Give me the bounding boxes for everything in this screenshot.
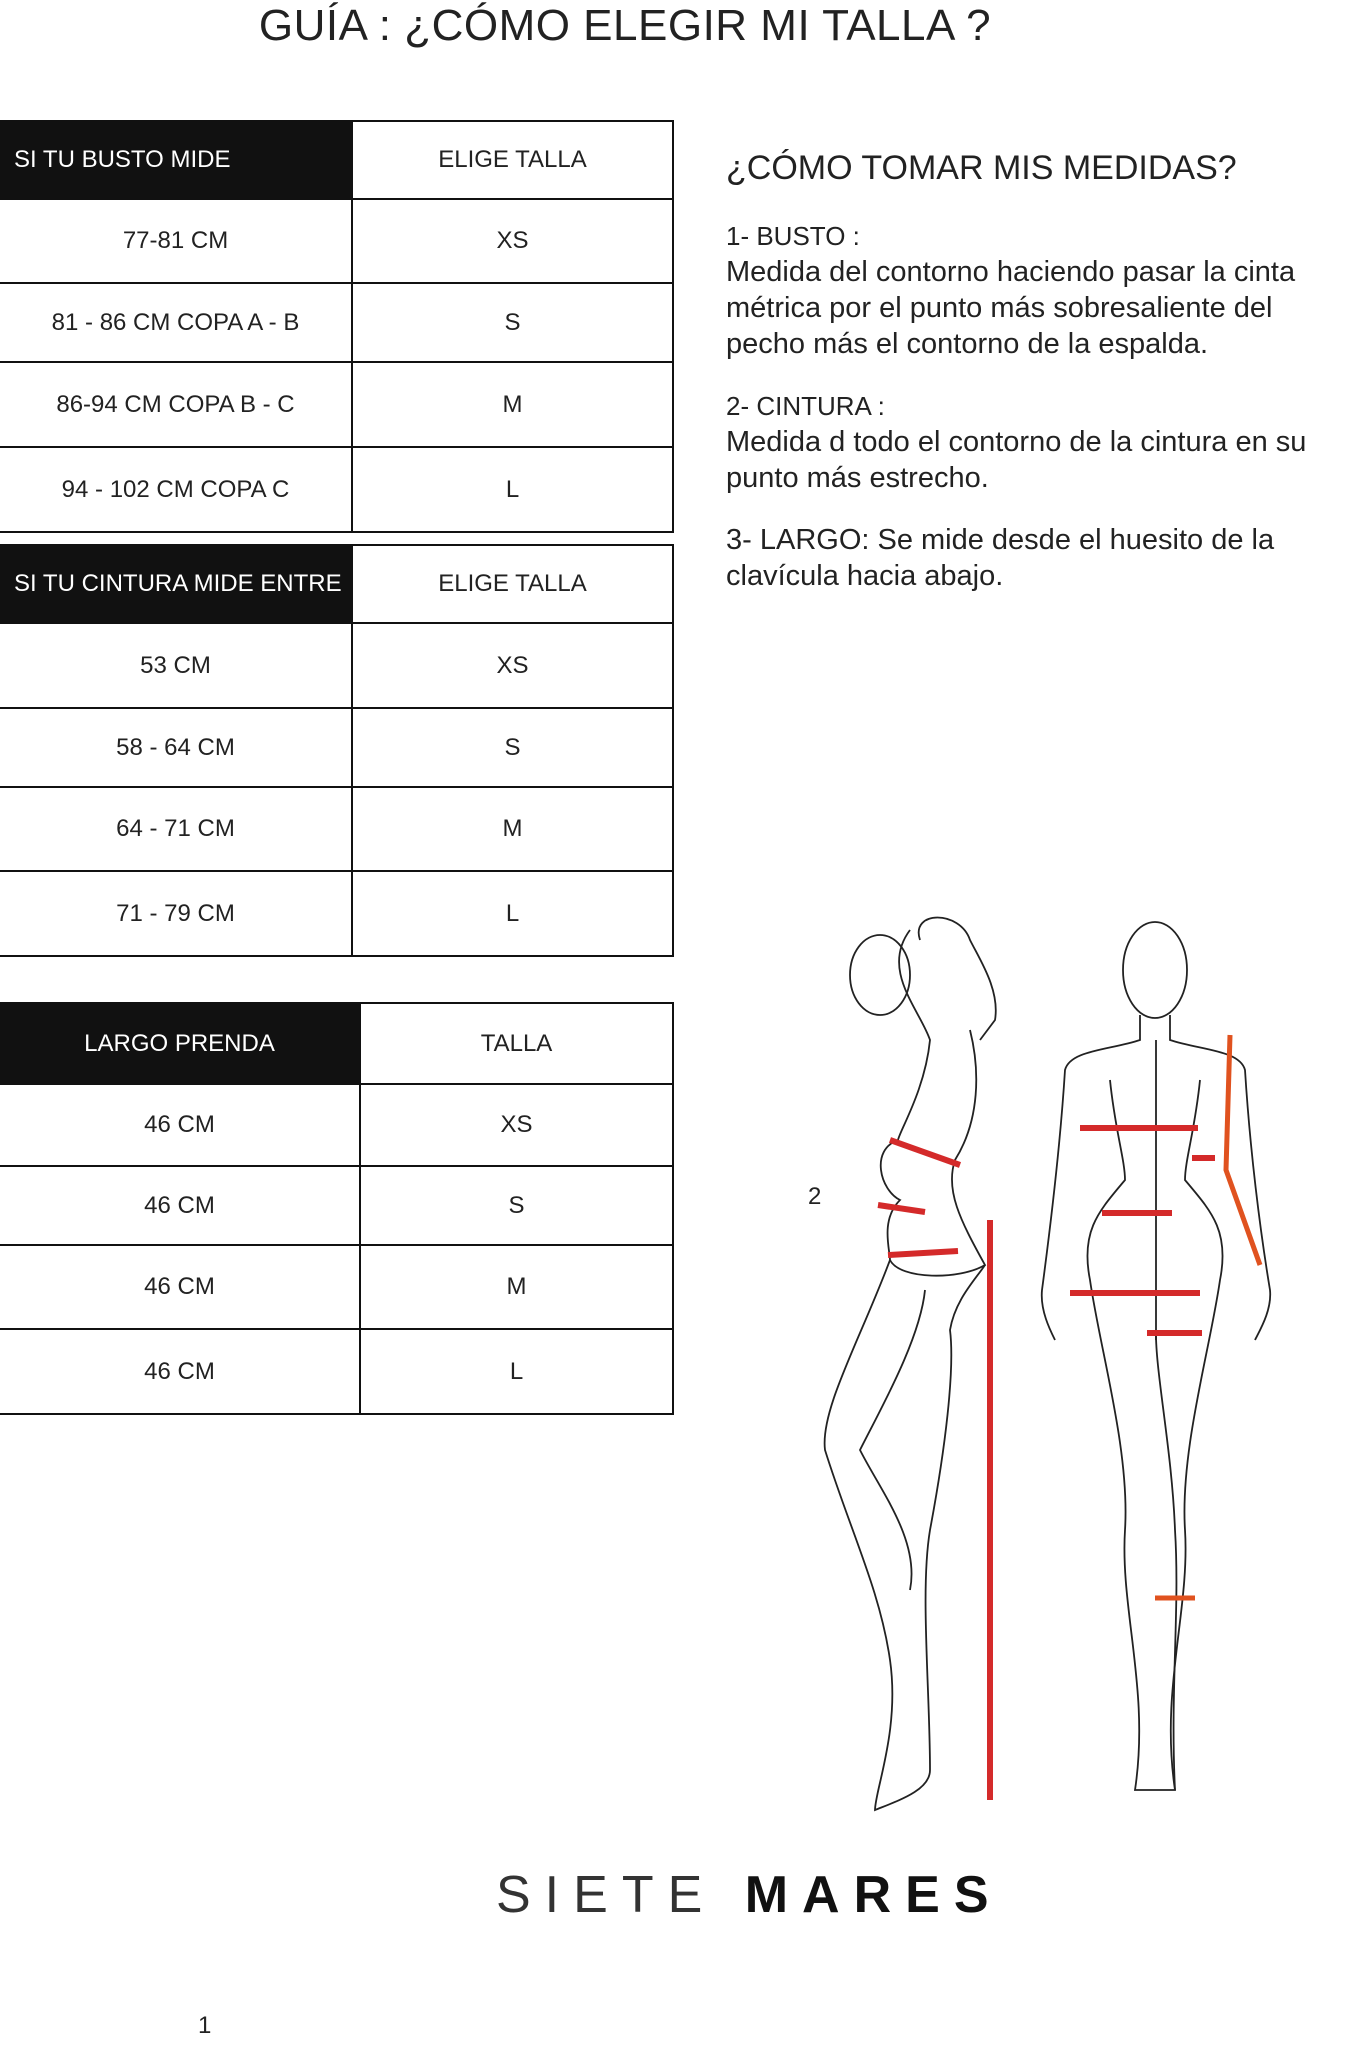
figure-label: 2 xyxy=(808,1183,822,1210)
arm-length-line xyxy=(1226,1035,1260,1265)
table-row xyxy=(0,787,673,871)
size: M xyxy=(352,362,673,447)
waist-size-table xyxy=(0,544,674,957)
table-row xyxy=(0,871,673,956)
logo-light: SIETE xyxy=(496,1866,717,1924)
side-hip-line xyxy=(888,1251,958,1255)
waist-header: SI TU CINTURA MIDE ENTRE xyxy=(0,545,352,623)
bust-range: 86-94 CM COPA B - C xyxy=(0,362,352,447)
table-row xyxy=(0,1084,673,1166)
bust-size-table xyxy=(0,120,674,533)
size: L xyxy=(352,871,673,956)
side-figure-outline xyxy=(825,918,996,1811)
side-waist-line xyxy=(878,1205,925,1212)
length-table xyxy=(0,1002,674,1415)
length-value: 46 CM xyxy=(0,1084,360,1166)
length-value: 46 CM xyxy=(0,1245,360,1329)
table-row xyxy=(0,283,673,362)
length-value: 46 CM xyxy=(0,1329,360,1414)
bust-range: 81 - 86 CM COPA A - B xyxy=(0,283,352,362)
side-bust-line xyxy=(890,1140,960,1165)
table-row xyxy=(0,1245,673,1329)
table-row xyxy=(0,1166,673,1245)
size: S xyxy=(352,708,673,787)
waist-text: Medida d todo el contorno de la cintura en su punto más estrecho. xyxy=(726,426,1307,494)
size: M xyxy=(360,1245,673,1329)
bust-text: Medida del contorno haciendo pasar la cinta métrica por el punto más sobresaliente del pecho más el contorno de la espalda. xyxy=(726,256,1296,360)
front-figure-outline xyxy=(1042,922,1270,1790)
size: S xyxy=(352,283,673,362)
bust-header: SI TU BUSTO MIDE xyxy=(0,121,352,199)
size-header: TALLA xyxy=(360,1003,673,1084)
size: L xyxy=(360,1329,673,1414)
bust-range: 94 - 102 CM COPA C xyxy=(0,447,352,532)
waist-label: 2- CINTURA : xyxy=(726,391,885,421)
size: L xyxy=(352,447,673,532)
length-text: 3- LARGO: Se mide desde el huesito de la clavícula hacia abajo. xyxy=(726,524,1275,592)
table-row xyxy=(0,199,673,283)
size: XS xyxy=(360,1084,673,1166)
size: M xyxy=(352,787,673,871)
table-row xyxy=(0,708,673,787)
waist-range: 58 - 64 CM xyxy=(0,708,352,787)
bust-range: 77-81 CM xyxy=(0,199,352,283)
table-row xyxy=(0,447,673,532)
table-row xyxy=(0,362,673,447)
body-measurement-illustration xyxy=(780,890,1280,1850)
logo-bold: MARES xyxy=(744,1866,1003,1924)
instructions-heading: ¿CÓMO TOMAR MIS MEDIDAS? xyxy=(726,149,1237,187)
size: XS xyxy=(352,199,673,283)
waist-range: 53 CM xyxy=(0,623,352,708)
page-number: 1 xyxy=(198,2012,212,2039)
table-row xyxy=(0,623,673,708)
waist-range: 64 - 71 CM xyxy=(0,787,352,871)
length-value: 46 CM xyxy=(0,1166,360,1245)
size-header: ELIGE TALLA xyxy=(352,545,673,623)
bust-label: 1- BUSTO : xyxy=(726,221,860,251)
length-header: LARGO PRENDA xyxy=(0,1003,360,1084)
table-row xyxy=(0,1329,673,1414)
size: XS xyxy=(352,623,673,708)
page-title: GUÍA : ¿CÓMO ELEGIR MI TALLA ? xyxy=(258,1,992,50)
measurement-instructions xyxy=(726,148,1346,620)
siete-mares-logo xyxy=(496,1865,1003,1925)
size-header: ELIGE TALLA xyxy=(352,121,673,199)
waist-range: 71 - 79 CM xyxy=(0,871,352,956)
size: S xyxy=(360,1166,673,1245)
